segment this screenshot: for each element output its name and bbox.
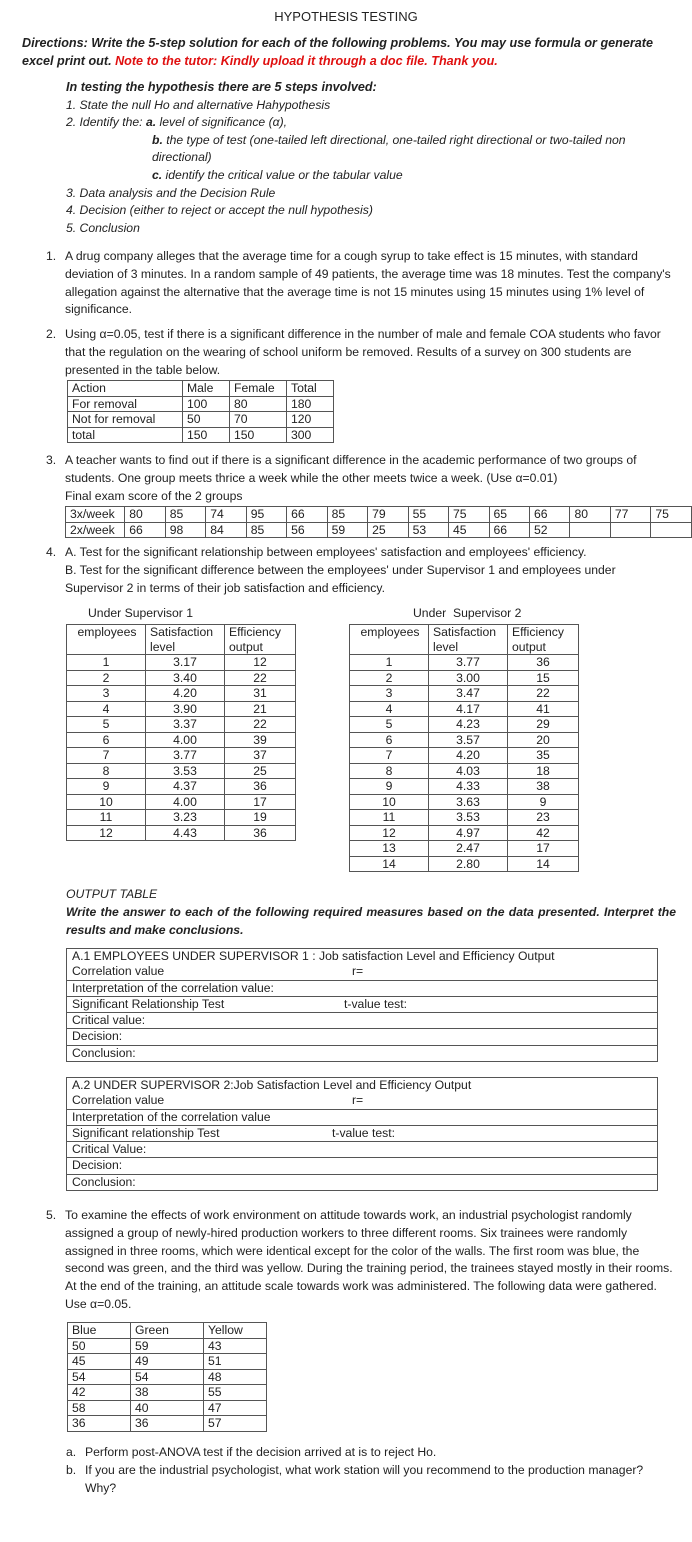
table-cell: 40 bbox=[131, 1400, 204, 1416]
table-cell: 3.37 bbox=[146, 717, 225, 733]
output-cell-crit bbox=[67, 1013, 658, 1029]
table-cell: 4.00 bbox=[146, 794, 225, 810]
supervisor-2-table bbox=[349, 624, 579, 872]
table-cell: Total bbox=[287, 381, 334, 397]
table-row bbox=[67, 670, 296, 686]
table-cell: 66 bbox=[529, 507, 569, 523]
table-cell: Female bbox=[230, 381, 287, 397]
step-4: 4. Decision (either to reject or accept the null hypothesis) bbox=[66, 203, 373, 218]
step-2b-text: the type of test (one-tailed left directional, one-tailed right directional or two-tailed non directional) bbox=[152, 132, 626, 165]
step-2c bbox=[66, 167, 666, 185]
table-row bbox=[67, 794, 296, 810]
table-cell: Green bbox=[131, 1323, 204, 1339]
output-cell-dec bbox=[67, 1158, 658, 1174]
table-cell: 15 bbox=[508, 670, 579, 686]
table-cell: 66 bbox=[489, 522, 529, 538]
table-cell: 52 bbox=[529, 522, 569, 538]
tutor-note: Note to the tutor: Kindly upload it through a doc file. Thank you. bbox=[115, 54, 498, 68]
table-row bbox=[68, 1369, 267, 1385]
table-cell: 66 bbox=[287, 507, 327, 523]
table-cell: 59 bbox=[327, 522, 367, 538]
table-cell: 17 bbox=[508, 841, 579, 857]
question-b-text: If you are the industrial psychologist, what work station will you recommend to the production manager? Why? bbox=[85, 1462, 644, 1495]
table-cell: 1 bbox=[350, 655, 429, 671]
output-row bbox=[67, 1093, 658, 1109]
table-cell: 25 bbox=[225, 763, 296, 779]
table-cell bbox=[651, 522, 692, 538]
table-row bbox=[350, 810, 579, 826]
output-row bbox=[67, 1125, 658, 1141]
table-cell: 2.80 bbox=[429, 856, 508, 872]
table-cell: 49 bbox=[131, 1354, 204, 1370]
table-cell: 100 bbox=[183, 396, 230, 412]
output-corr-label: Correlation value bbox=[72, 1093, 165, 1108]
output-cell-conc bbox=[67, 1174, 658, 1190]
table-cell: 6 bbox=[67, 732, 146, 748]
table-cell: 2 bbox=[350, 670, 429, 686]
table-cell: Yellow bbox=[204, 1323, 267, 1339]
table-cell: 150 bbox=[230, 427, 287, 443]
table-cell: 80 bbox=[125, 507, 165, 523]
table-cell: Not for removal bbox=[68, 412, 183, 428]
table-cell: 84 bbox=[206, 522, 246, 538]
table-cell: 9 bbox=[67, 779, 146, 795]
output-heading: OUTPUT TABLE bbox=[66, 887, 158, 901]
table-cell: Action bbox=[68, 381, 183, 397]
question-a-text: Perform post-ANOVA test if the decision arrived at is to reject Ho. bbox=[85, 1445, 437, 1459]
output-dec-label: Decision: bbox=[72, 1158, 123, 1173]
question-b bbox=[66, 1462, 666, 1498]
problem-text: To examine the effects of work environment on attitude towards work, an industrial psychologist randomly assigned a group of newly-hired production workers to three different rooms. Six trainees were randomly assigned in three rooms, which were identical except for the color of the walls. The first room was blue, the second was green, and the third was yellow. During the training period, the trainees stayed mostly in their rooms. At the end of the training, an attitude scale towards work was administered. The following data were gathered. Use α=0.05. bbox=[65, 1208, 673, 1311]
table-row bbox=[350, 717, 579, 733]
table-cell: 4.37 bbox=[146, 779, 225, 795]
table-cell: 2x/week bbox=[66, 522, 125, 538]
output-row bbox=[67, 1174, 658, 1190]
problem-4b-text: B. Test for the significant difference between the employees' under Supervisor 1 and employees under Supervisor 2 in terms of their job satisfaction and efficiency. bbox=[65, 562, 616, 595]
table-row bbox=[68, 1385, 267, 1401]
table-cell bbox=[570, 522, 610, 538]
output-dec-label: Decision: bbox=[72, 1029, 123, 1044]
output-row bbox=[67, 1078, 658, 1094]
table-cell: 39 bbox=[225, 732, 296, 748]
table-cell: 12 bbox=[225, 655, 296, 671]
table-cell: 14 bbox=[350, 856, 429, 872]
step-2-prefix: 2. Identify the: bbox=[66, 115, 146, 130]
table-header-row bbox=[350, 625, 579, 655]
output-row bbox=[67, 1142, 658, 1158]
table-cell: 36 bbox=[68, 1416, 131, 1432]
table-cell: 8 bbox=[67, 763, 146, 779]
table-cell: 7 bbox=[350, 748, 429, 764]
output-crit-label: Critical Value: bbox=[72, 1142, 147, 1157]
column-header: employees bbox=[67, 625, 146, 655]
table-cell: 51 bbox=[204, 1354, 267, 1370]
table-row bbox=[67, 748, 296, 764]
table-cell: 21 bbox=[225, 701, 296, 717]
step-2c-label: c. bbox=[152, 167, 163, 182]
supervisor-1-table bbox=[66, 624, 296, 841]
output-conc-label: Conclusion: bbox=[72, 1174, 136, 1189]
problem-1 bbox=[46, 248, 676, 319]
table-cell: 4.17 bbox=[429, 701, 508, 717]
problem-text: A teacher wants to find out if there is a significant difference in the academic performance of two groups of students. One group meets thrice a week while the other meets twice a week. (Use α=0.01) bbox=[65, 453, 637, 485]
table-row bbox=[350, 701, 579, 717]
output-row bbox=[67, 964, 658, 980]
table-row bbox=[67, 779, 296, 795]
table-cell: 3.40 bbox=[146, 670, 225, 686]
table-cell: 37 bbox=[225, 748, 296, 764]
table-cell: 79 bbox=[368, 507, 408, 523]
step-5: 5. Conclusion bbox=[66, 220, 140, 235]
table-cell: 50 bbox=[183, 412, 230, 428]
output-row bbox=[67, 1158, 658, 1174]
table-cell: 4.97 bbox=[429, 825, 508, 841]
column-header: Satisfaction level bbox=[146, 625, 225, 655]
table-cell: 43 bbox=[204, 1338, 267, 1354]
table-cell: 42 bbox=[68, 1385, 131, 1401]
table-cell: 4.23 bbox=[429, 717, 508, 733]
table-cell: 12 bbox=[350, 825, 429, 841]
steps-list bbox=[66, 79, 666, 237]
problem-number: 2. bbox=[46, 327, 57, 341]
table-row bbox=[350, 670, 579, 686]
table-cell: 150 bbox=[183, 427, 230, 443]
step-3: 3. Data analysis and the Decision Rule bbox=[66, 185, 276, 200]
problem-number: 5. bbox=[46, 1208, 57, 1222]
table-cell: 11 bbox=[350, 810, 429, 826]
table-cell: 3.57 bbox=[429, 732, 508, 748]
problem-text: Using α=0.05, test if there is a significant difference in the number of male and female COA students who favor that the regulation on the wearing of school uniform be removed. Results of a survey on 300 students are presented in the table below. bbox=[65, 327, 661, 377]
table-cell: 54 bbox=[131, 1369, 204, 1385]
table-row bbox=[68, 1323, 267, 1339]
table-row bbox=[66, 507, 692, 523]
output-title-label: A.1 EMPLOYEES UNDER SUPERVISOR 1 : Job satisfaction Level and Efficiency Output bbox=[72, 949, 555, 963]
table-cell bbox=[610, 522, 650, 538]
table-row bbox=[67, 717, 296, 733]
output-cell-sig bbox=[67, 1125, 658, 1141]
table-cell: 53 bbox=[408, 522, 448, 538]
table-cell: 5 bbox=[350, 717, 429, 733]
table-cell: 23 bbox=[508, 810, 579, 826]
output-cell-sig bbox=[67, 996, 658, 1012]
table-cell: 66 bbox=[125, 522, 165, 538]
table-cell: 42 bbox=[508, 825, 579, 841]
table-cell: 4.20 bbox=[429, 748, 508, 764]
column-header: Efficiency output bbox=[508, 625, 579, 655]
table-cell: 45 bbox=[68, 1354, 131, 1370]
table-row bbox=[350, 825, 579, 841]
table-cell: 4.33 bbox=[429, 779, 508, 795]
table-cell: 22 bbox=[508, 686, 579, 702]
table-cell: 77 bbox=[610, 507, 650, 523]
problem-number: 4. bbox=[46, 545, 57, 559]
table-cell: 3.77 bbox=[146, 748, 225, 764]
output-cell-conc bbox=[67, 1045, 658, 1061]
output-row bbox=[67, 1029, 658, 1045]
table-cell: Blue bbox=[68, 1323, 131, 1339]
table-cell: 4 bbox=[67, 701, 146, 717]
output-cell-interp bbox=[67, 980, 658, 996]
step-2b-label: b. bbox=[152, 132, 163, 147]
page-title: HYPOTHESIS TESTING bbox=[274, 9, 418, 24]
table-cell: 3.77 bbox=[429, 655, 508, 671]
table-cell: 3.00 bbox=[429, 670, 508, 686]
table-cell: 4.43 bbox=[146, 825, 225, 841]
problem-2 bbox=[46, 326, 676, 379]
table-caption: Final exam score of the 2 groups bbox=[65, 488, 243, 503]
table-cell: 9 bbox=[350, 779, 429, 795]
problem-3 bbox=[46, 452, 676, 505]
table-row bbox=[350, 763, 579, 779]
output-t-label: t-value test: bbox=[332, 1125, 395, 1140]
steps-heading: In testing the hypothesis there are 5 steps involved: bbox=[66, 80, 377, 94]
output-sig-label: Significant relationship Test bbox=[72, 1125, 220, 1140]
table-cell: 13 bbox=[350, 841, 429, 857]
output-cell-title bbox=[67, 1078, 658, 1094]
table-cell: 36 bbox=[225, 779, 296, 795]
step-1: 1. State the null Ho and alternative Hahypothesis bbox=[66, 97, 331, 112]
table-cell: 80 bbox=[570, 507, 610, 523]
table-cell: 120 bbox=[287, 412, 334, 428]
table-cell: 9 bbox=[508, 794, 579, 810]
step-2 bbox=[66, 114, 666, 132]
table-cell: 22 bbox=[225, 717, 296, 733]
question-a bbox=[66, 1444, 666, 1462]
column-header: Satisfaction level bbox=[429, 625, 508, 655]
table-header-row bbox=[67, 625, 296, 655]
output-row bbox=[67, 1045, 658, 1061]
output-table-a1 bbox=[66, 948, 658, 1062]
table-cell: 3.17 bbox=[146, 655, 225, 671]
output-title-label: A.2 UNDER SUPERVISOR 2:Job Satisfaction Level and Efficiency Output bbox=[72, 1078, 472, 1092]
table-row bbox=[68, 396, 334, 412]
output-row bbox=[67, 1109, 658, 1125]
table-cell: 3.23 bbox=[146, 810, 225, 826]
table-cell: 3.53 bbox=[146, 763, 225, 779]
table-cell: 14 bbox=[508, 856, 579, 872]
table-cell: 98 bbox=[165, 522, 205, 538]
table-row bbox=[350, 686, 579, 702]
table-cell: 18 bbox=[508, 763, 579, 779]
table-row bbox=[66, 522, 692, 538]
column-header: Efficiency output bbox=[225, 625, 296, 655]
table-cell: 47 bbox=[204, 1400, 267, 1416]
table-cell: 31 bbox=[225, 686, 296, 702]
table-row bbox=[350, 841, 579, 857]
problem-5-questions bbox=[66, 1444, 666, 1497]
table-cell: 25 bbox=[368, 522, 408, 538]
table-row bbox=[67, 686, 296, 702]
table-cell: Male bbox=[183, 381, 230, 397]
table-cell: 36 bbox=[225, 825, 296, 841]
table-cell: 5 bbox=[67, 717, 146, 733]
column-header: employees bbox=[350, 625, 429, 655]
output-instructions: Write the answer to each of the following required measures based on the data presented. Interpret the results and make conclusions. bbox=[66, 905, 676, 937]
table-cell: 4 bbox=[350, 701, 429, 717]
table-cell: 1 bbox=[67, 655, 146, 671]
table-row bbox=[68, 1338, 267, 1354]
table-row bbox=[68, 427, 334, 443]
output-interp-label: Interpretation of the correlation value bbox=[72, 1109, 271, 1124]
problem-4a-text: A. Test for the significant relationship between employees' satisfaction and employees' efficiency. bbox=[65, 545, 587, 559]
table-cell: 7 bbox=[67, 748, 146, 764]
table-cell: 70 bbox=[230, 412, 287, 428]
table-cell: 55 bbox=[204, 1385, 267, 1401]
table-cell: 2 bbox=[67, 670, 146, 686]
table-cell: 80 bbox=[230, 396, 287, 412]
survey-table bbox=[67, 380, 334, 443]
step-2a-label: a. bbox=[145, 115, 157, 130]
output-row bbox=[67, 1013, 658, 1029]
question-b-label: b. bbox=[66, 1462, 77, 1477]
output-cell-crit bbox=[67, 1142, 658, 1158]
table-cell: 95 bbox=[246, 507, 286, 523]
table-row bbox=[67, 732, 296, 748]
table-row bbox=[350, 748, 579, 764]
output-section bbox=[66, 885, 676, 939]
table-cell: 10 bbox=[350, 794, 429, 810]
table-row bbox=[68, 1354, 267, 1370]
table-row bbox=[350, 794, 579, 810]
table-cell: 29 bbox=[508, 717, 579, 733]
table-cell: 55 bbox=[408, 507, 448, 523]
output-t-label: t-value test: bbox=[344, 996, 407, 1011]
output-r-label: r= bbox=[352, 1093, 364, 1108]
table-row bbox=[67, 701, 296, 717]
table-cell: 19 bbox=[225, 810, 296, 826]
table-cell: 85 bbox=[327, 507, 367, 523]
table-cell: 3.90 bbox=[146, 701, 225, 717]
table-cell: 3.47 bbox=[429, 686, 508, 702]
table-cell: 38 bbox=[131, 1385, 204, 1401]
problem-4 bbox=[46, 544, 676, 597]
table-cell: 8 bbox=[350, 763, 429, 779]
table-cell: 36 bbox=[131, 1416, 204, 1432]
table-cell: 12 bbox=[67, 825, 146, 841]
problem-5 bbox=[46, 1207, 676, 1314]
table-cell: 74 bbox=[206, 507, 246, 523]
step-2c-text: identify the critical value or the tabular value bbox=[162, 167, 403, 182]
supervisor-2-label: Under Supervisor 2 bbox=[413, 606, 522, 620]
table-cell: 65 bbox=[489, 507, 529, 523]
table-cell: 3 bbox=[67, 686, 146, 702]
supervisor-1-label: Under Supervisor 1 bbox=[88, 606, 193, 620]
table-cell: 22 bbox=[225, 670, 296, 686]
table-cell: 54 bbox=[68, 1369, 131, 1385]
directions bbox=[22, 34, 682, 70]
table-cell: 50 bbox=[68, 1338, 131, 1354]
table-cell: 3 bbox=[350, 686, 429, 702]
table-cell: 4.00 bbox=[146, 732, 225, 748]
output-row bbox=[67, 996, 658, 1012]
room-color-table bbox=[67, 1322, 267, 1432]
table-cell: 11 bbox=[67, 810, 146, 826]
table-cell: 4.03 bbox=[429, 763, 508, 779]
table-cell: 85 bbox=[165, 507, 205, 523]
output-cell-dec bbox=[67, 1029, 658, 1045]
table-cell: 17 bbox=[225, 794, 296, 810]
table-row bbox=[350, 779, 579, 795]
table-row bbox=[67, 810, 296, 826]
table-cell: 38 bbox=[508, 779, 579, 795]
table-row bbox=[68, 1400, 267, 1416]
table-cell: 20 bbox=[508, 732, 579, 748]
step-2b bbox=[66, 132, 666, 167]
output-cell-title bbox=[67, 949, 658, 965]
output-cell-corr bbox=[67, 1093, 658, 1109]
table-cell: 2.47 bbox=[429, 841, 508, 857]
table-row bbox=[68, 1416, 267, 1432]
table-cell: 48 bbox=[204, 1369, 267, 1385]
table-cell: 4.20 bbox=[146, 686, 225, 702]
directions-text: Directions: Write the 5-step solution for each of the following problems. You may use formula or generate excel print out. bbox=[22, 36, 653, 68]
table-cell: total bbox=[68, 427, 183, 443]
table-row bbox=[67, 825, 296, 841]
table-cell: 41 bbox=[508, 701, 579, 717]
output-crit-label: Critical value: bbox=[72, 1013, 146, 1028]
problem-number: 3. bbox=[46, 453, 57, 467]
table-cell: 45 bbox=[449, 522, 489, 538]
output-corr-label: Correlation value bbox=[72, 964, 165, 979]
table-cell: 85 bbox=[246, 522, 286, 538]
table-cell: 180 bbox=[287, 396, 334, 412]
output-r-label: r= bbox=[352, 964, 364, 979]
step-2a: level of significance (α), bbox=[156, 115, 288, 130]
table-row bbox=[350, 856, 579, 872]
output-interp-label: Interpretation of the correlation value: bbox=[72, 980, 274, 995]
table-cell: 56 bbox=[287, 522, 327, 538]
table-cell: 36 bbox=[508, 655, 579, 671]
table-cell: 75 bbox=[651, 507, 692, 523]
table-cell: 10 bbox=[67, 794, 146, 810]
exam-score-table bbox=[65, 506, 692, 538]
output-sig-label: Significant Relationship Test bbox=[72, 996, 225, 1011]
table-cell: 3x/week bbox=[66, 507, 125, 523]
table-cell: 57 bbox=[204, 1416, 267, 1432]
table-row bbox=[68, 381, 334, 397]
problem-number: 1. bbox=[46, 249, 57, 263]
table-row bbox=[67, 763, 296, 779]
output-row bbox=[67, 949, 658, 965]
problem-text: A drug company alleges that the average time for a cough syrup to take effect is 15 minutes, with standard deviation of 3 minutes. In a random sample of 49 patients, the average time was 18 minutes. Test the company's allegation against the alternative that the average time is not 15 minutes using 15 minutes using 1% level of significance. bbox=[65, 249, 671, 317]
table-cell: 3.63 bbox=[429, 794, 508, 810]
table-cell: 3.53 bbox=[429, 810, 508, 826]
output-conc-label: Conclusion: bbox=[72, 1045, 136, 1060]
table-cell: 35 bbox=[508, 748, 579, 764]
output-table-a2 bbox=[66, 1077, 658, 1191]
table-row bbox=[68, 412, 334, 428]
output-cell-corr bbox=[67, 964, 658, 980]
table-row bbox=[350, 655, 579, 671]
output-cell-interp bbox=[67, 1109, 658, 1125]
table-cell: 300 bbox=[287, 427, 334, 443]
output-row bbox=[67, 980, 658, 996]
question-a-label: a. bbox=[66, 1445, 77, 1459]
table-row bbox=[67, 655, 296, 671]
table-row bbox=[350, 732, 579, 748]
table-cell: For removal bbox=[68, 396, 183, 412]
table-cell: 6 bbox=[350, 732, 429, 748]
table-cell: 75 bbox=[449, 507, 489, 523]
table-cell: 58 bbox=[68, 1400, 131, 1416]
table-cell: 59 bbox=[131, 1338, 204, 1354]
